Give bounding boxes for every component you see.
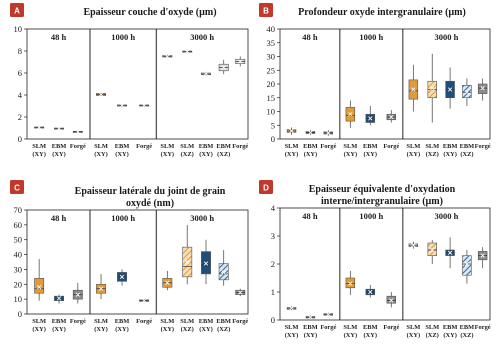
group-label: 48 h bbox=[50, 213, 67, 223]
y-tick-label: 2 bbox=[17, 112, 22, 122]
x-tick-label-sub: (XY) bbox=[52, 151, 66, 158]
x-tick-label: SLM bbox=[32, 318, 47, 325]
panel-title-a: Epaisseur couche d'oxyde (µm) bbox=[83, 7, 217, 18]
x-tick-label-sub: (XY) bbox=[363, 151, 378, 158]
x-tick-label: EBM bbox=[216, 318, 231, 325]
x-tick-label-sub: (XY) bbox=[443, 151, 457, 158]
x-tick-label-sub: (XY) bbox=[94, 151, 108, 158]
x-tick-label: Forgé bbox=[320, 143, 337, 150]
x-tick-label: EBM bbox=[442, 324, 458, 331]
y-tick-label: 0 bbox=[270, 315, 275, 325]
group-label: 1000 h bbox=[359, 211, 384, 221]
x-tick-label-sub: (XY) bbox=[363, 332, 378, 339]
y-tick-label: 6 bbox=[17, 68, 22, 78]
x-tick-label: SLM bbox=[425, 143, 440, 150]
x-tick-label: EBM bbox=[114, 143, 130, 150]
panel-title-c: Epaisseur latérale du joint de grain bbox=[74, 186, 226, 197]
y-tick-label: 10 bbox=[266, 106, 275, 117]
x-tick-label-sub: (XY) bbox=[32, 151, 46, 158]
x-tick-label: Forgé bbox=[232, 318, 249, 325]
group-label: 1000 h bbox=[111, 32, 136, 42]
y-tick-label: 1 bbox=[270, 287, 275, 297]
x-tick-label: SLM bbox=[343, 324, 358, 331]
y-tick-label: 10 bbox=[13, 294, 22, 305]
x-tick-label: Forgé bbox=[136, 318, 153, 325]
x-tick-label-sub: (XY) bbox=[303, 151, 318, 158]
y-tick-label: 8 bbox=[17, 46, 22, 56]
panel-letter-b: B bbox=[263, 6, 269, 16]
group-label: 3000 h bbox=[190, 32, 215, 42]
x-tick-label-sub: (XY) bbox=[52, 326, 66, 333]
x-tick-label-sub: (XY) bbox=[284, 332, 299, 339]
y-tick-label: 5 bbox=[270, 120, 275, 131]
x-tick-label: EBM bbox=[51, 143, 67, 150]
group-label: 3000 h bbox=[434, 32, 459, 42]
x-tick-label: Forgé bbox=[232, 143, 249, 150]
box bbox=[219, 263, 228, 279]
group-label: 1000 h bbox=[359, 32, 384, 42]
x-tick-label: EBM bbox=[114, 318, 130, 325]
y-tick-label: 40 bbox=[266, 24, 275, 34]
y-tick-label: 2 bbox=[270, 259, 275, 269]
group-label: 1000 h bbox=[111, 213, 136, 223]
x-tick-label: EBM bbox=[363, 143, 378, 150]
x-tick-label-sub: (XY) bbox=[199, 151, 213, 158]
x-tick-label-sub: (XZ) bbox=[180, 326, 194, 333]
x-tick-label-sub: (XY) bbox=[32, 326, 46, 333]
x-tick-label-sub: (XZ) bbox=[425, 151, 439, 158]
x-tick-label: Forgé bbox=[383, 324, 400, 331]
x-tick-label: EBM bbox=[459, 324, 475, 331]
plot-frame-d bbox=[280, 208, 490, 320]
box bbox=[478, 84, 487, 94]
box bbox=[35, 278, 44, 293]
x-tick-label: EBM bbox=[459, 143, 475, 150]
y-tick-label: 40 bbox=[13, 249, 22, 260]
x-tick-label-sub: (XZ) bbox=[425, 332, 439, 339]
x-tick-label: EBM bbox=[198, 143, 214, 150]
x-tick-label: SLM bbox=[406, 143, 421, 150]
x-tick-label: EBM bbox=[442, 143, 458, 150]
box bbox=[462, 256, 471, 276]
x-tick-label-sub: (XY) bbox=[284, 151, 299, 158]
x-tick-label-sub: (XY) bbox=[343, 151, 358, 158]
y-tick-label: 30 bbox=[13, 264, 22, 275]
y-tick-label: 20 bbox=[266, 79, 275, 89]
group-label: 3000 h bbox=[434, 211, 459, 221]
y-tick-label: 3 bbox=[270, 231, 275, 241]
box bbox=[387, 296, 396, 303]
y-tick-label: 10 bbox=[13, 24, 22, 34]
y-tick-label: 4 bbox=[270, 203, 275, 213]
x-tick-label: Forgé bbox=[383, 143, 400, 150]
x-tick-label: EBM bbox=[216, 143, 231, 150]
box bbox=[201, 252, 210, 274]
x-tick-label: Forgé bbox=[69, 143, 86, 150]
x-tick-label: SLM bbox=[94, 143, 108, 150]
y-tick-label: 35 bbox=[266, 37, 275, 48]
group-label: 48 h bbox=[302, 32, 318, 42]
x-tick-label: SLM bbox=[406, 324, 421, 331]
panel-title-d: Epaisseur équivalente d'oxydation bbox=[308, 184, 456, 195]
plot-frame-a bbox=[27, 29, 248, 139]
x-tick-label-sub: (XY) bbox=[303, 332, 318, 339]
x-tick-label: SLM bbox=[94, 318, 108, 325]
panel-title-c: oxydé (nm) bbox=[125, 198, 175, 209]
box bbox=[428, 243, 437, 256]
x-tick-label-sub: (XZ) bbox=[460, 332, 474, 339]
x-tick-label: Forgé bbox=[474, 324, 491, 331]
y-tick-label: 20 bbox=[13, 279, 22, 290]
x-tick-label: EBM bbox=[303, 324, 318, 331]
x-tick-label: SLM bbox=[284, 324, 299, 331]
group-label: 48 h bbox=[50, 32, 67, 42]
x-tick-label-sub: (XY) bbox=[406, 332, 421, 339]
x-tick-label-sub: (XZ) bbox=[217, 326, 231, 333]
x-tick-label: EBM bbox=[198, 318, 214, 325]
x-tick-label: EBM bbox=[303, 143, 318, 150]
x-tick-label: SLM bbox=[425, 324, 440, 331]
x-tick-label: Forgé bbox=[320, 324, 337, 331]
box bbox=[462, 85, 471, 97]
x-tick-label: Forgé bbox=[136, 143, 153, 150]
panel-letter-a: A bbox=[14, 6, 20, 16]
y-tick-label: 25 bbox=[266, 65, 275, 76]
x-tick-label-sub: (XY) bbox=[343, 332, 358, 339]
panel-title-d: interne/intergranulaire (µm) bbox=[321, 196, 443, 207]
y-tick-label: 0 bbox=[17, 134, 22, 144]
x-tick-label-sub: (XY) bbox=[406, 151, 421, 158]
y-tick-label: 30 bbox=[266, 51, 275, 62]
y-tick-label: 60 bbox=[13, 219, 22, 230]
y-tick-label: 50 bbox=[13, 234, 22, 245]
x-tick-label-sub: (XY) bbox=[160, 151, 175, 158]
x-tick-label-sub: (XY) bbox=[160, 326, 175, 333]
x-tick-label: EBM bbox=[51, 318, 67, 325]
x-tick-label: SLM bbox=[284, 143, 299, 150]
x-tick-label-sub: (XZ) bbox=[460, 151, 474, 158]
group-label: 48 h bbox=[302, 211, 318, 221]
x-tick-label: SLM bbox=[160, 143, 175, 150]
x-tick-label-sub: (XZ) bbox=[180, 151, 194, 158]
plot-frame-b bbox=[280, 29, 490, 139]
x-tick-label: EBM bbox=[363, 324, 378, 331]
x-tick-label-sub: (XY) bbox=[94, 326, 108, 333]
x-tick-label-sub: (XZ) bbox=[217, 151, 231, 158]
y-tick-label: 4 bbox=[17, 90, 22, 100]
panel-letter-c: C bbox=[14, 183, 20, 193]
group-label: 3000 h bbox=[190, 213, 215, 223]
x-tick-label-sub: (XY) bbox=[199, 326, 213, 333]
y-tick-label: 15 bbox=[266, 92, 275, 103]
x-tick-label: SLM bbox=[32, 143, 47, 150]
box bbox=[346, 278, 355, 288]
x-tick-label: SLM bbox=[343, 143, 358, 150]
x-tick-label: SLM bbox=[180, 143, 195, 150]
panel-letter-d: D bbox=[263, 183, 269, 193]
x-tick-label: SLM bbox=[160, 318, 175, 325]
x-tick-label: SLM bbox=[180, 318, 195, 325]
y-tick-label: 0 bbox=[270, 134, 275, 144]
panel-title-b: Profondeur oxyde intergranulaire (µm) bbox=[298, 7, 466, 18]
x-tick-label: Forgé bbox=[474, 143, 491, 150]
y-tick-label: 70 bbox=[13, 205, 22, 215]
y-tick-label: 0 bbox=[17, 309, 22, 319]
x-tick-label: Forgé bbox=[69, 318, 86, 325]
x-tick-label-sub: (XY) bbox=[115, 151, 129, 158]
x-tick-label-sub: (XY) bbox=[115, 326, 129, 333]
x-tick-label-sub: (XY) bbox=[443, 332, 457, 339]
